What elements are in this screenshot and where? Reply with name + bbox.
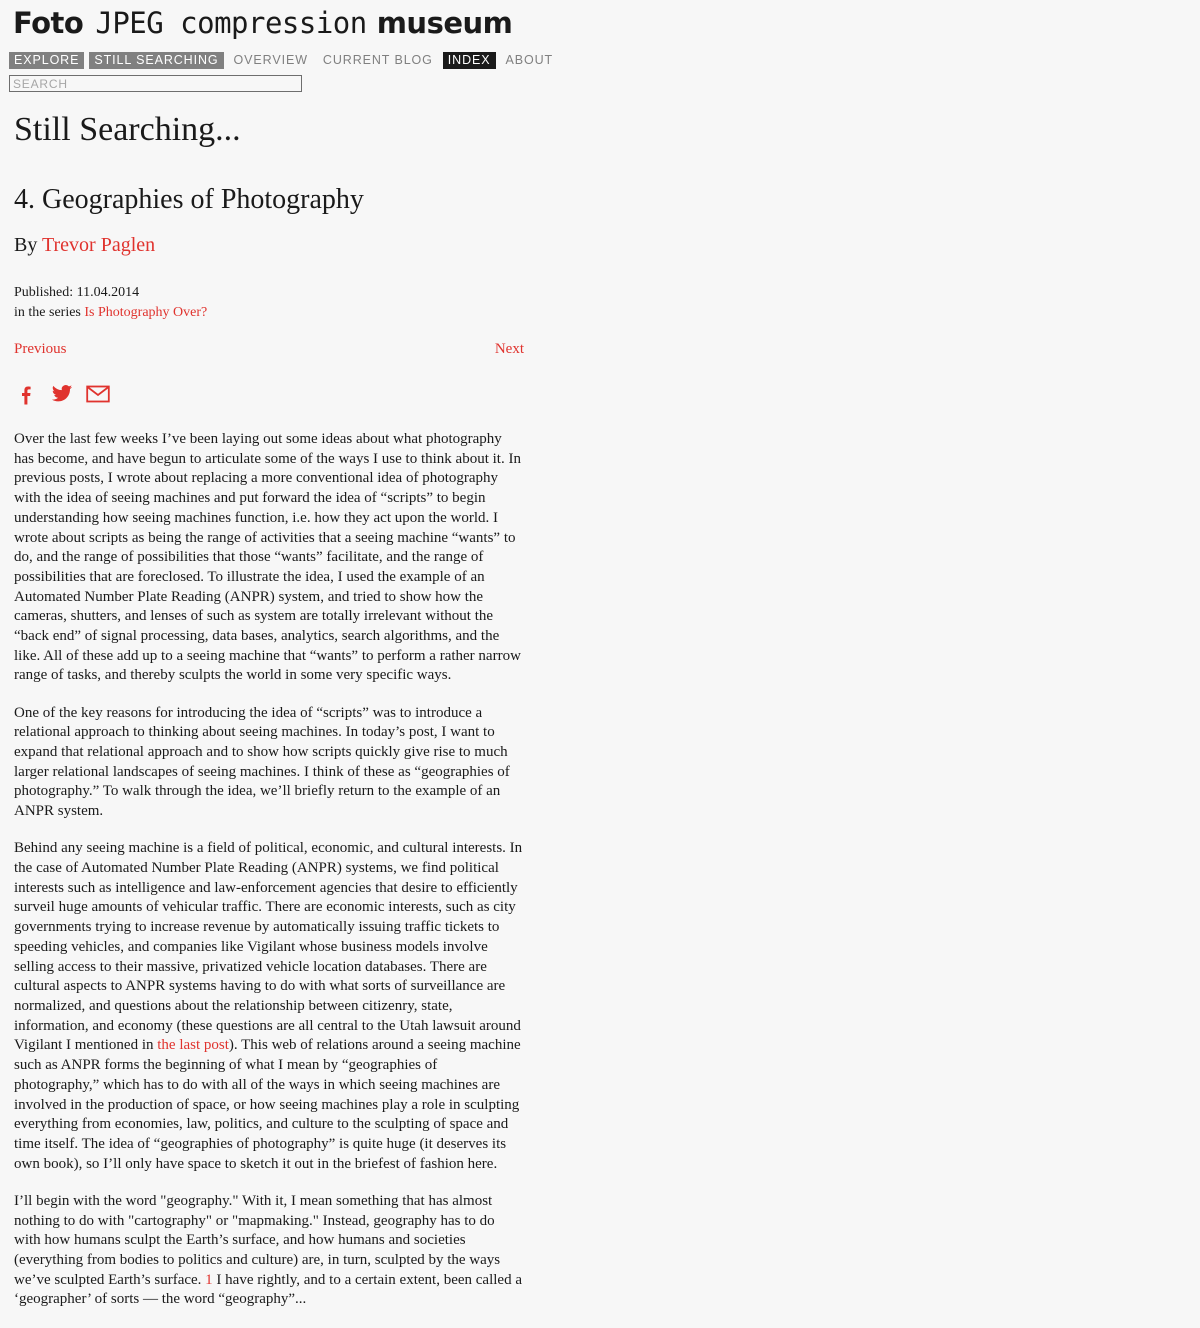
article-body bbox=[14, 430, 524, 1310]
search-input[interactable] bbox=[9, 75, 302, 92]
paragraph-4: I’ll begin with the word "geography." With it, I mean something that has almost nothing to do with "cartography" or "mapmaking." Instead, geography has to do with how humans sculpt the Earth’s surface, and how humans and societies (everything from bodies to politics and culture) are, in turn, sculpted by the ways we’ve sculpted Earth’s surface. 1 I have rightly, and to a certain extent, been called a ‘geographer’ of sorts — the word “geography”... bbox=[14, 1192, 522, 1308]
footnote-link[interactable]: 1 bbox=[205, 1271, 213, 1288]
last-post-link[interactable]: the last post bbox=[157, 1037, 229, 1054]
main-nav bbox=[9, 52, 563, 69]
page-title: Still Searching... bbox=[14, 111, 241, 148]
logo-foto: Foto bbox=[13, 6, 84, 40]
article-meta bbox=[14, 283, 524, 323]
byline-prefix: By bbox=[14, 234, 38, 256]
published-label: Published: bbox=[14, 285, 74, 300]
previous-link[interactable]: Previous bbox=[14, 341, 67, 357]
nav-still-searching[interactable]: STILL SEARCHING bbox=[89, 52, 223, 69]
paragraph-1: Over the last few weeks I’ve been laying out some ideas about what photography has become, and have begun to articulate some of the ways I use to think about it. In previous posts, I wrote about replacing a more conventional idea of photography with the idea of seeing machines and put forward the idea of “scripts” to begin understanding how seeing machines function, i.e. how they act upon the world. I wrote about scripts as being the range of activities that a seeing machine “wants” to do, and the range of possibilities that those “wants” facilitate, and the range of possibilities that are foreclosed. To illustrate the idea, I used the example of an Automated Number Plate Reading (ANPR) system, and tried to show how the cameras, shutters, and lenses of such as system are totally irrelevant without the “back end” of signal processing, data bases, analytics, search algorithms, and the like. All of these add up to a seeing machine that “wants” to perform a rather narrow range of tasks, and thereby sculpts the world in some very specific ways. bbox=[14, 431, 521, 684]
logo-museum: museum bbox=[376, 6, 513, 40]
article-title: 4. Geographies of Photography bbox=[14, 184, 364, 215]
twitter-icon[interactable] bbox=[50, 382, 74, 406]
article-pager bbox=[14, 339, 524, 359]
nav-about[interactable]: ABOUT bbox=[505, 53, 554, 67]
email-icon[interactable] bbox=[86, 382, 110, 406]
logo-jpeg-compression: JPEG compression bbox=[95, 6, 367, 40]
series-label: in the series bbox=[14, 305, 81, 320]
main-content bbox=[14, 108, 524, 1328]
next-link[interactable]: Next bbox=[494, 341, 524, 357]
site-logo[interactable] bbox=[13, 6, 512, 40]
byline bbox=[14, 232, 524, 258]
paragraph-2: One of the key reasons for introducing the idea of “scripts” was to introduce a relational approach to thinking about seeing machines. In today’s post, I want to expand that relational approach and to show how scripts quickly give rise to much larger relational landscapes of seeing machines. I think of these as “geographies of photography.” To walk through the idea, we’ll briefly return to the example of an ANPR system. bbox=[14, 704, 510, 820]
published-date: 11.04.2014 bbox=[76, 285, 140, 300]
nav-explore[interactable]: EXPLORE bbox=[9, 52, 84, 69]
series-link[interactable]: Is Photography Over? bbox=[84, 305, 208, 320]
nav-overview[interactable]: OVERVIEW bbox=[233, 53, 308, 67]
facebook-icon[interactable] bbox=[14, 382, 38, 406]
share-bar bbox=[14, 382, 524, 406]
paragraph-3: Behind any seeing machine is a field of political, economic, and cultural interests. In the case of Automated Number Plate Reading (ANPR) systems, we find political interests such as intelligence and law-enforcement agencies that desire to efficiently surveil huge amounts of vehicular traffic. There are economic interests, such as city governments trying to increase revenue by automatically issuing traffic tickets to speeding vehicles, and companies like Vigilant whose business models involve selling access to their massive, privatized vehicle location databases. There are cultural aspects to ANPR systems having to do with what sorts of surveillance are normalized, and questions about the relationship between citizenry, state, information, and economy (these questions are all central to the Utah lawsuit around Vigilant I mentioned in the last post). This web of relations around a seeing machine such as ANPR forms the beginning of what I mean by “geographies of photography,” which has to do with all of the ways in which seeing machines are involved in the production of space, or how seeing machines play a role in sculpting everything from economies, law, politics, and culture to the sculpting of space and time itself. The idea of “geographies of photography” is quite huge (it deserves its own book), so I’ll only have space to sketch it out in the briefest of fashion here. bbox=[14, 840, 523, 1172]
nav-current-blog[interactable]: CURRENT BLOG bbox=[322, 53, 433, 67]
nav-index[interactable]: INDEX bbox=[443, 52, 496, 69]
author-link[interactable]: Trevor Paglen bbox=[41, 234, 156, 256]
